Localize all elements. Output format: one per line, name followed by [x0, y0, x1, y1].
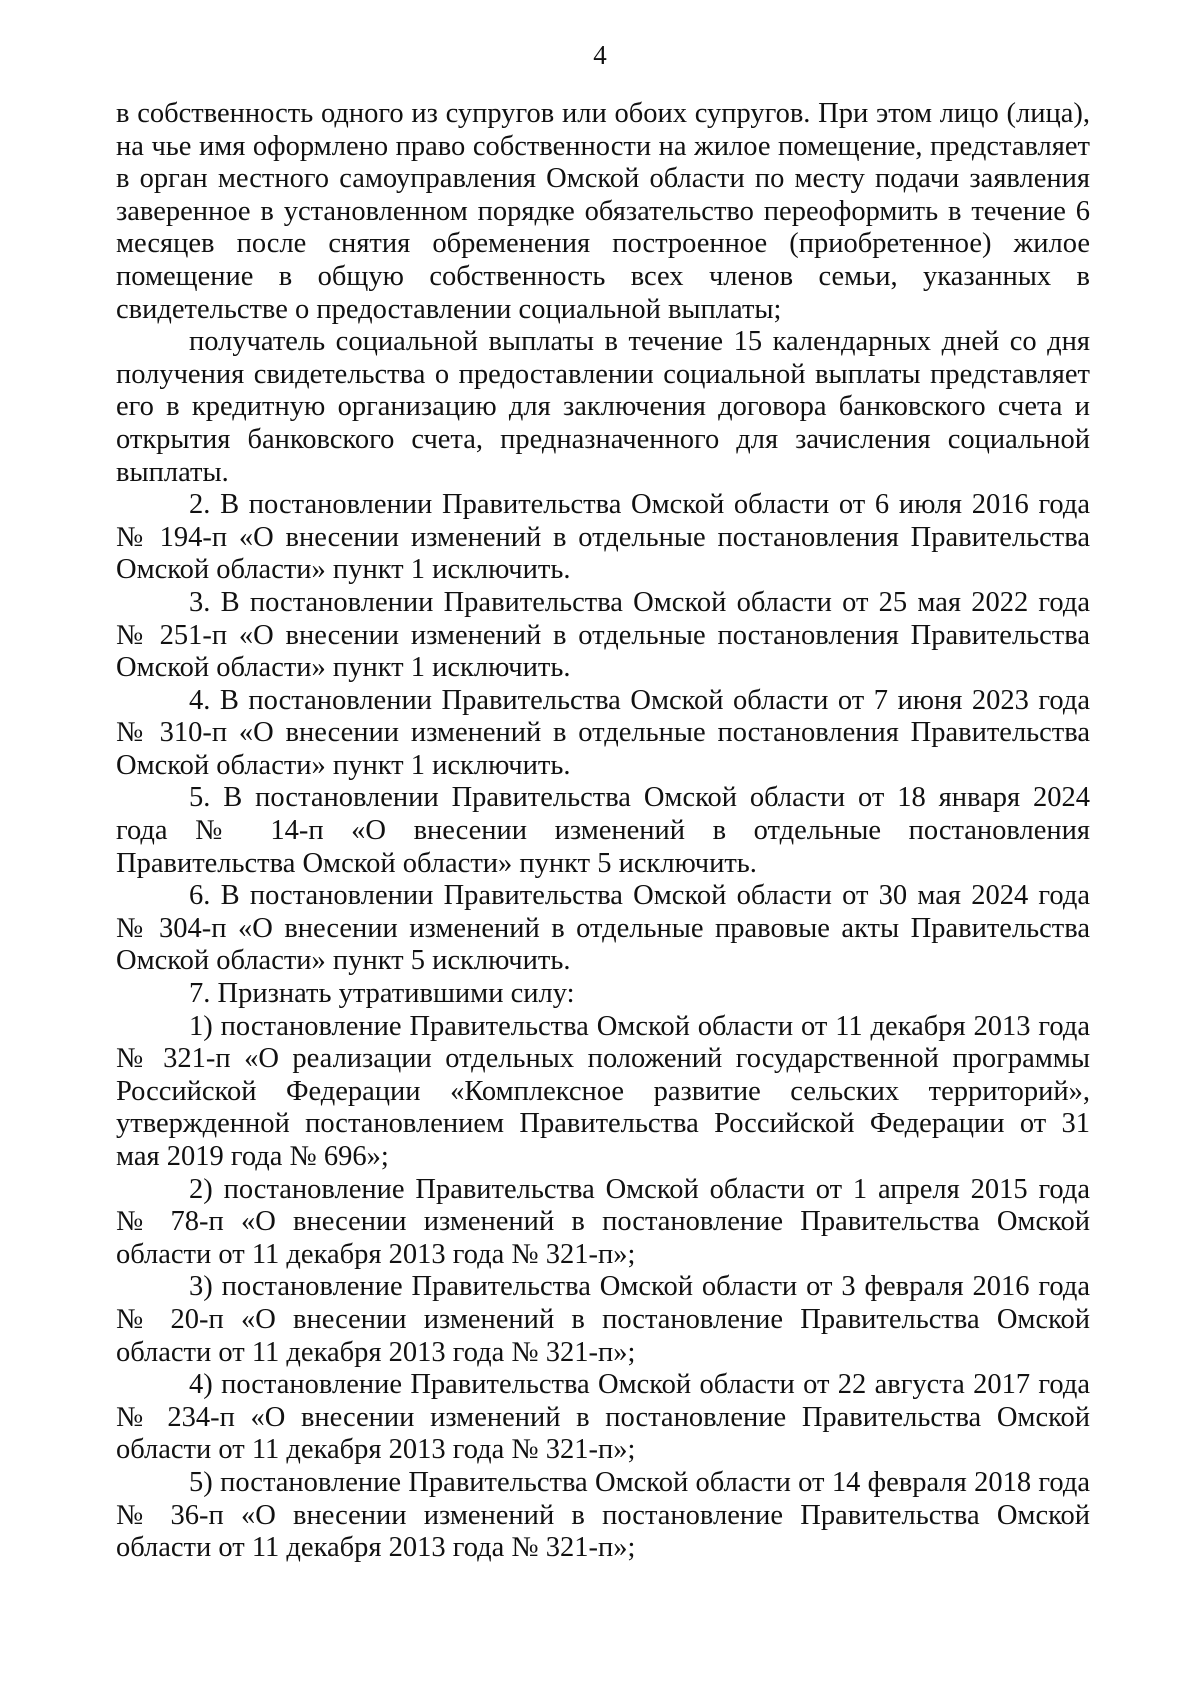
page-number: 4 [593, 40, 607, 70]
paragraph-item-7: 7. Признать утратившими силу: [189, 978, 575, 1010]
paragraph-continuation: в собственность одного из супругов или обоих супругов. При этом лицо (лица), на чье имя оформлено право собственности на жилое помещение, представляет в орган местного самоуправления Омской области по месту подачи заявления заверенное в установленном порядке обязательство переоформить в течение 6 месяцев после снятия обременения построенное (приобретенное) жилое помещение в общую собственность всех членов семьи, указанных в свидетельстве о предоставлении социальной выплаты; [116, 98, 1090, 325]
document-body [116, 98, 1090, 1565]
paragraph-subitem-4: 4) постановление Правительства Омской области от 22 августа 2017 года № 234-п «О внесении изменений в постановление Правительства Омской области от 11 декабря 2013 года № 321-п»; [116, 1369, 1090, 1466]
paragraph-item-6: 6. В постановлении Правительства Омской области от 30 мая 2024 года № 304-п «О внесении изменений в отдельные правовые акты Правительства Омской области» пункт 5 исключить. [116, 880, 1090, 977]
paragraph-recipient-obligation: получатель социальной выплаты в течение 15 календарных дней со дня получения свидетельства о предоставлении социальной выплаты представляет его в кредитную организацию для заключения договора банковского счета и открытия банковского счета, предназначенного для зачисления социальной выплаты. [116, 326, 1090, 488]
paragraph-item-3: 3. В постановлении Правительства Омской области от 25 мая 2022 года № 251-п «О внесении изменений в отдельные постановления Правительства Омской области» пункт 1 исключить. [116, 586, 1090, 684]
paragraph-subitem-1: 1) постановление Правительства Омской области от 11 декабря 2013 года № 321-п «О реализации отдельных положений государственной программы Российской Федерации «Комплексное развитие сельских территорий», утвержденной постановлением Правительства Российской Федерации от 31 мая 2019 года № 696»; [116, 1010, 1090, 1172]
paragraph-subitem-5: 5) постановление Правительства Омской области от 14 февраля 2018 года № 36-п «О внесении изменений в постановление Правительства Омской области от 11 декабря 2013 года № 321-п»; [116, 1466, 1090, 1564]
paragraph-item-2: 2. В постановлении Правительства Омской области от 6 июля 2016 года № 194-п «О внесении изменений в отдельные постановления Правительства Омской области» пункт 1 исключить. [116, 489, 1090, 586]
paragraph-item-4: 4. В постановлении Правительства Омской области от 7 июня 2023 года № 310-п «О внесении изменений в отдельные постановления Правительства Омской области» пункт 1 исключить. [116, 684, 1090, 781]
paragraph-subitem-2: 2) постановление Правительства Омской области от 1 апреля 2015 года № 78-п «О внесении изменений в постановление Правительства Омской области от 11 декабря 2013 года № 321-п»; [116, 1173, 1090, 1270]
paragraph-subitem-3: 3) постановление Правительства Омской области от 3 февраля 2016 года № 20-п «О внесении изменений в постановление Правительства Омской области от 11 декабря 2013 года № 321-п»; [116, 1271, 1090, 1368]
paragraph-item-5: 5. В постановлении Правительства Омской области от 18 января 2024 года № 14-п «О внесении изменений в отдельные постановления Правительства Омской области» пункт 5 исключить. [116, 782, 1090, 879]
